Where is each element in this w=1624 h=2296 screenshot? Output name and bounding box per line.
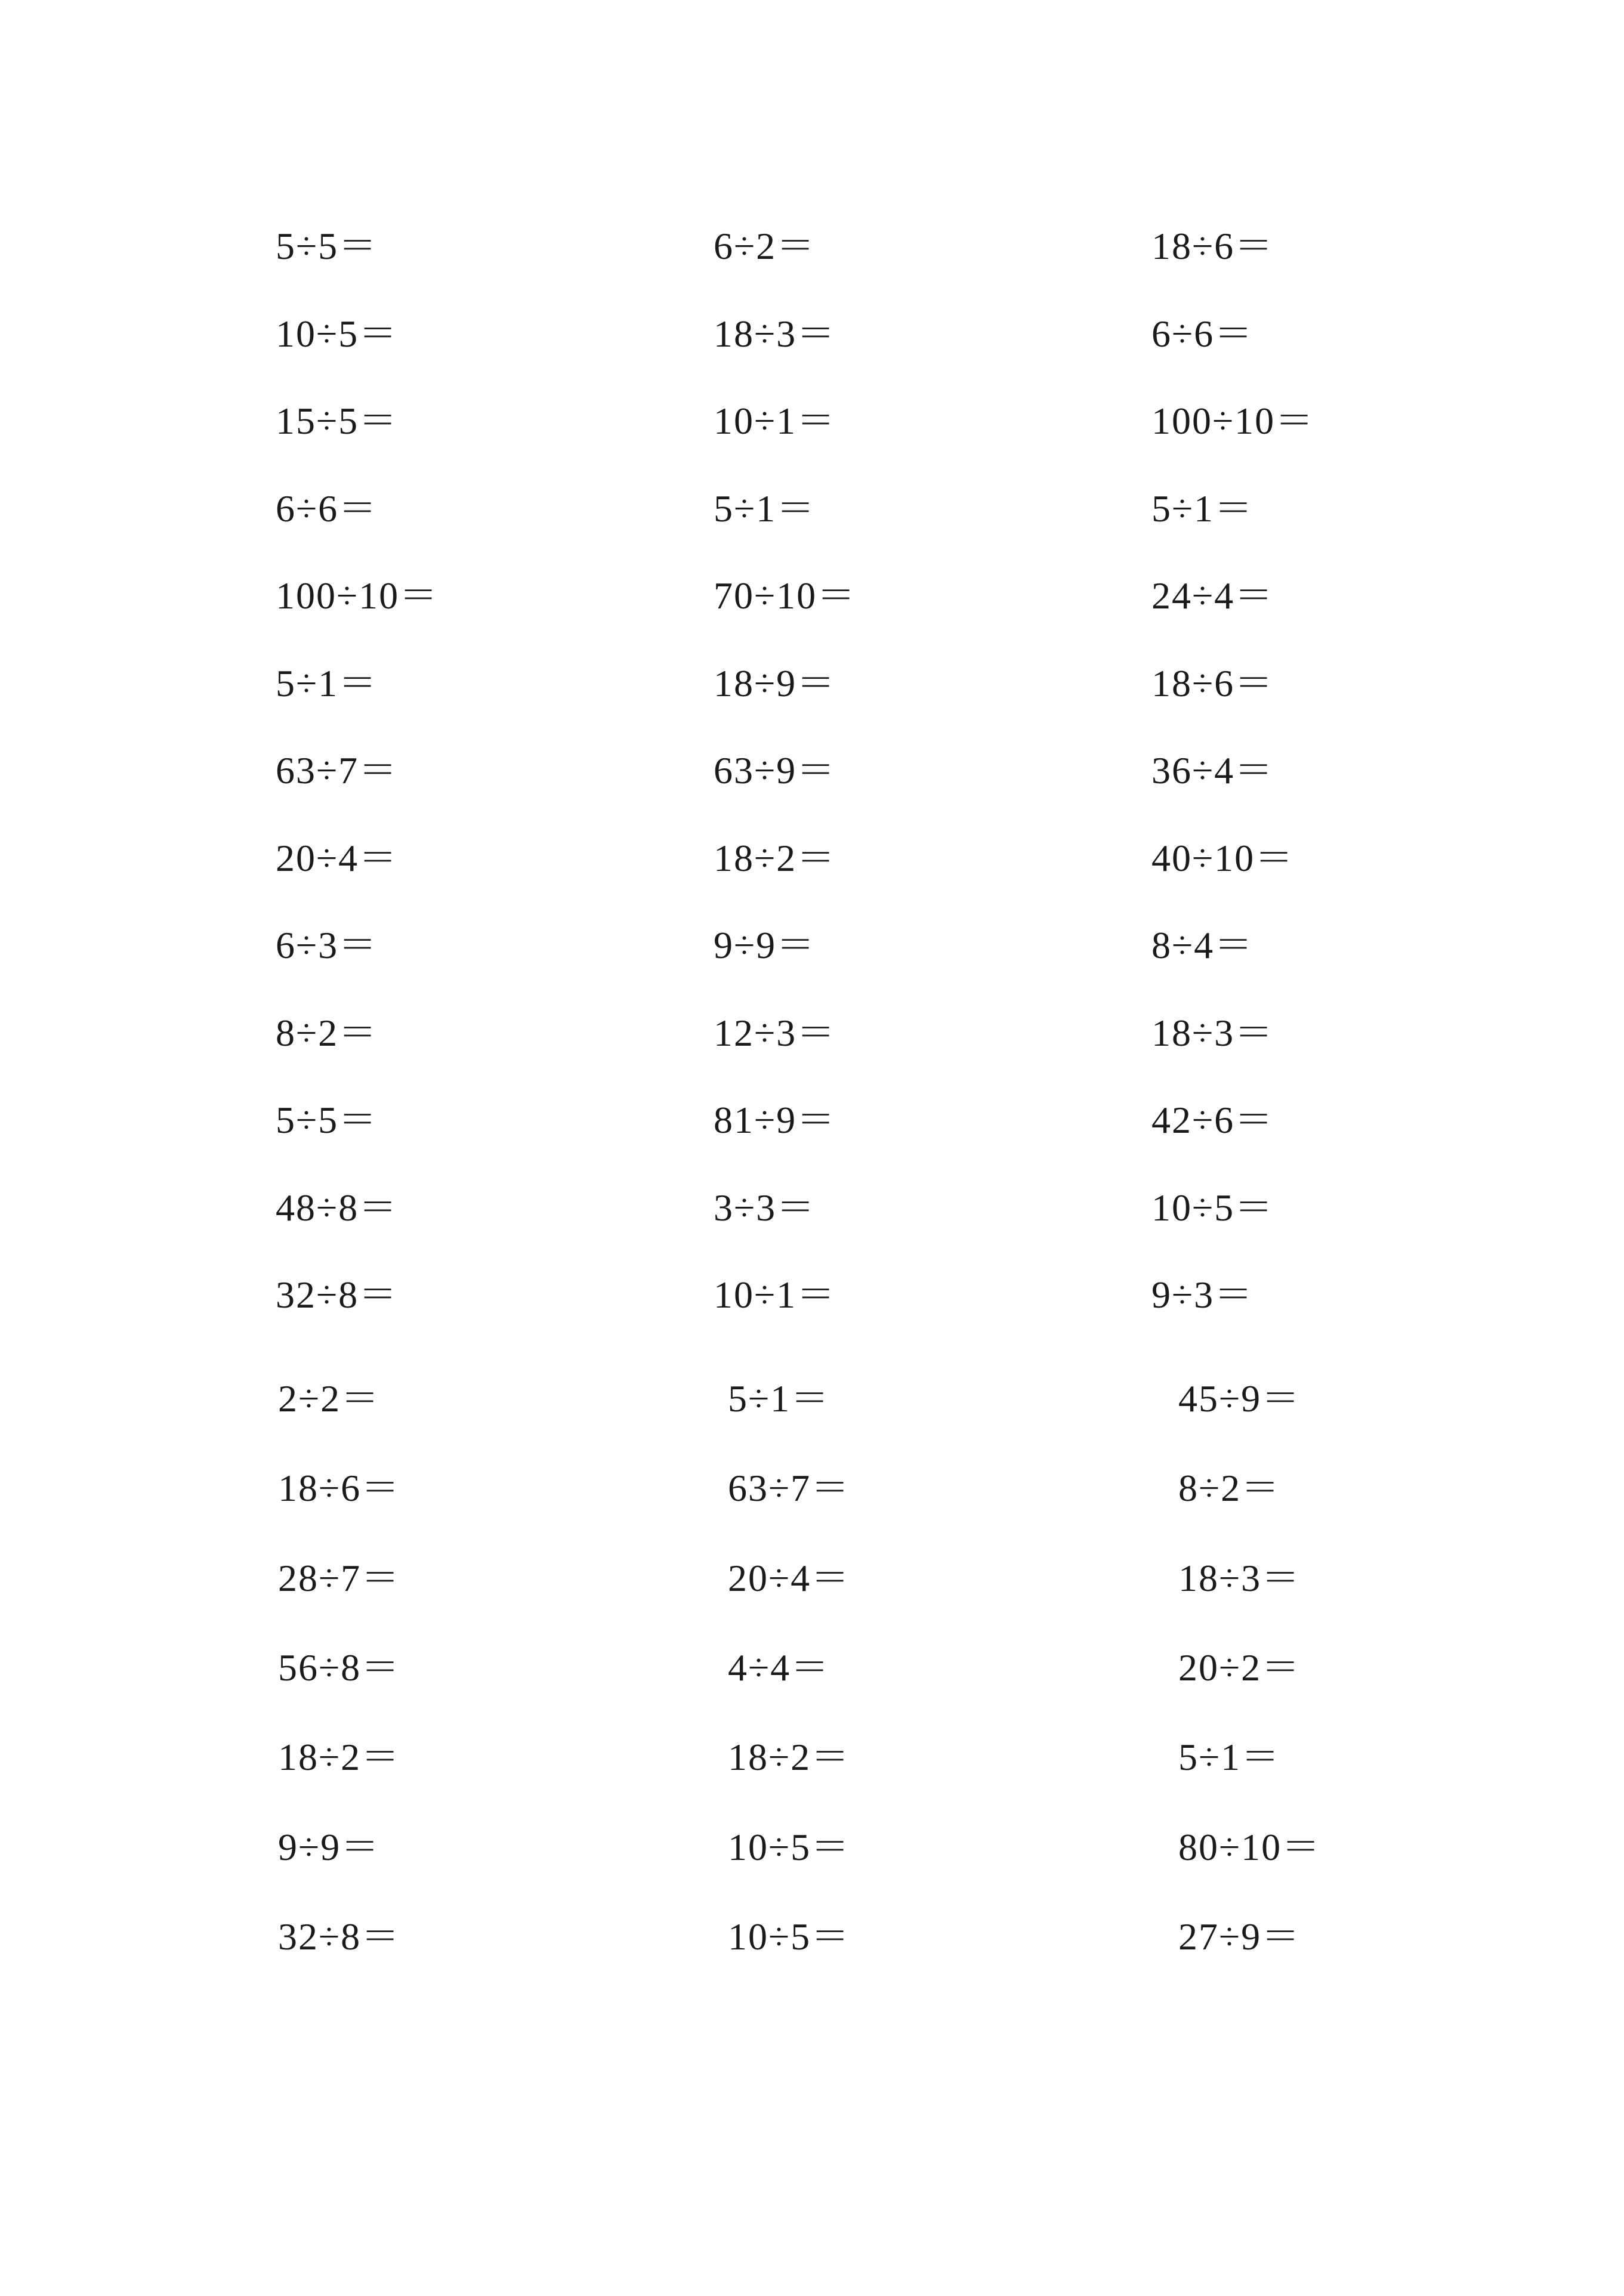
division-problem: 18÷3＝	[1178, 1556, 1301, 1599]
division-problem: 18÷2＝	[714, 836, 836, 879]
problem-row	[0, 1084, 1624, 1156]
division-problem: 5÷5＝	[276, 225, 378, 267]
division-problem: 27÷9＝	[1178, 1915, 1301, 1958]
division-problem: 36÷4＝	[1151, 749, 1274, 792]
division-problem: 6÷3＝	[276, 924, 378, 966]
problem-row	[0, 648, 1624, 719]
problem-row	[0, 1453, 1624, 1524]
division-problem: 32÷8＝	[276, 1274, 399, 1316]
division-problem: 24÷4＝	[1151, 574, 1274, 617]
division-problem: 81÷9＝	[714, 1099, 836, 1141]
division-problem: 8÷2＝	[276, 1011, 378, 1054]
division-problem: 10÷5＝	[1151, 1186, 1274, 1229]
division-problem: 4÷4＝	[728, 1646, 830, 1689]
problem-row	[0, 1363, 1624, 1435]
division-problem: 18÷3＝	[1151, 1011, 1274, 1054]
problem-row	[0, 823, 1624, 894]
division-problem: 63÷7＝	[728, 1467, 851, 1510]
division-problem: 9÷3＝	[1151, 1274, 1254, 1316]
division-problem: 5÷1＝	[276, 662, 378, 704]
division-problem: 5÷5＝	[276, 1099, 378, 1141]
division-problem: 18÷6＝	[278, 1467, 401, 1510]
problem-row	[0, 1722, 1624, 1793]
division-problem: 10÷1＝	[714, 400, 836, 442]
problem-row	[0, 1901, 1624, 1973]
division-problem: 42÷6＝	[1151, 1099, 1274, 1141]
division-problem: 20÷4＝	[276, 836, 399, 879]
division-problem: 12÷3＝	[714, 1011, 836, 1054]
division-problem: 56÷8＝	[278, 1646, 401, 1689]
division-problem: 6÷6＝	[1151, 312, 1254, 355]
division-problem: 28÷7＝	[278, 1556, 401, 1599]
division-problem: 20÷4＝	[728, 1556, 851, 1599]
division-problem: 10÷5＝	[728, 1915, 851, 1958]
division-problem: 80÷10＝	[1178, 1825, 1322, 1868]
problem-row	[0, 298, 1624, 370]
division-problem: 18÷3＝	[714, 312, 836, 355]
problem-row	[0, 385, 1624, 457]
division-problem: 5÷1＝	[728, 1377, 830, 1420]
division-problem: 9÷9＝	[714, 924, 816, 966]
problem-row	[0, 1259, 1624, 1331]
problem-row	[0, 1543, 1624, 1614]
division-problem: 5÷1＝	[1178, 1736, 1281, 1779]
problem-row	[0, 473, 1624, 545]
division-problem: 2÷2＝	[278, 1377, 381, 1420]
division-problem: 48÷8＝	[276, 1186, 399, 1229]
problem-row	[0, 211, 1624, 282]
division-problem: 63÷7＝	[276, 749, 399, 792]
division-problem: 18÷9＝	[714, 662, 836, 704]
problem-row	[0, 735, 1624, 806]
problem-row	[0, 1172, 1624, 1244]
division-problem: 18÷2＝	[278, 1736, 401, 1779]
division-problem: 6÷6＝	[276, 487, 378, 530]
division-problem: 9÷9＝	[278, 1825, 381, 1868]
division-problem: 32÷8＝	[278, 1915, 401, 1958]
division-problem: 3÷3＝	[714, 1186, 816, 1229]
problem-row	[0, 1812, 1624, 1883]
division-problem: 18÷6＝	[1151, 225, 1274, 267]
division-problem: 6÷2＝	[714, 225, 816, 267]
problem-row	[0, 997, 1624, 1069]
division-problem: 70÷10＝	[714, 574, 857, 617]
problem-row	[0, 560, 1624, 632]
division-problem: 10÷1＝	[714, 1274, 836, 1316]
division-problem: 8÷2＝	[1178, 1467, 1281, 1510]
division-problem: 18÷2＝	[728, 1736, 851, 1779]
division-problem: 100÷10＝	[1151, 400, 1315, 442]
division-problem: 8÷4＝	[1151, 924, 1254, 966]
division-problem: 20÷2＝	[1178, 1646, 1301, 1689]
division-problem: 10÷5＝	[276, 312, 399, 355]
division-problem: 5÷1＝	[1151, 487, 1254, 530]
problem-row	[0, 1632, 1624, 1704]
division-problem: 45÷9＝	[1178, 1377, 1301, 1420]
division-problem: 100÷10＝	[276, 574, 439, 617]
division-problem: 63÷9＝	[714, 749, 836, 792]
problem-row	[0, 910, 1624, 981]
division-problem: 10÷5＝	[728, 1825, 851, 1868]
division-problem: 18÷6＝	[1151, 662, 1274, 704]
division-problem: 15÷5＝	[276, 400, 399, 442]
division-problem: 5÷1＝	[714, 487, 816, 530]
division-problem: 40÷10＝	[1151, 836, 1295, 879]
